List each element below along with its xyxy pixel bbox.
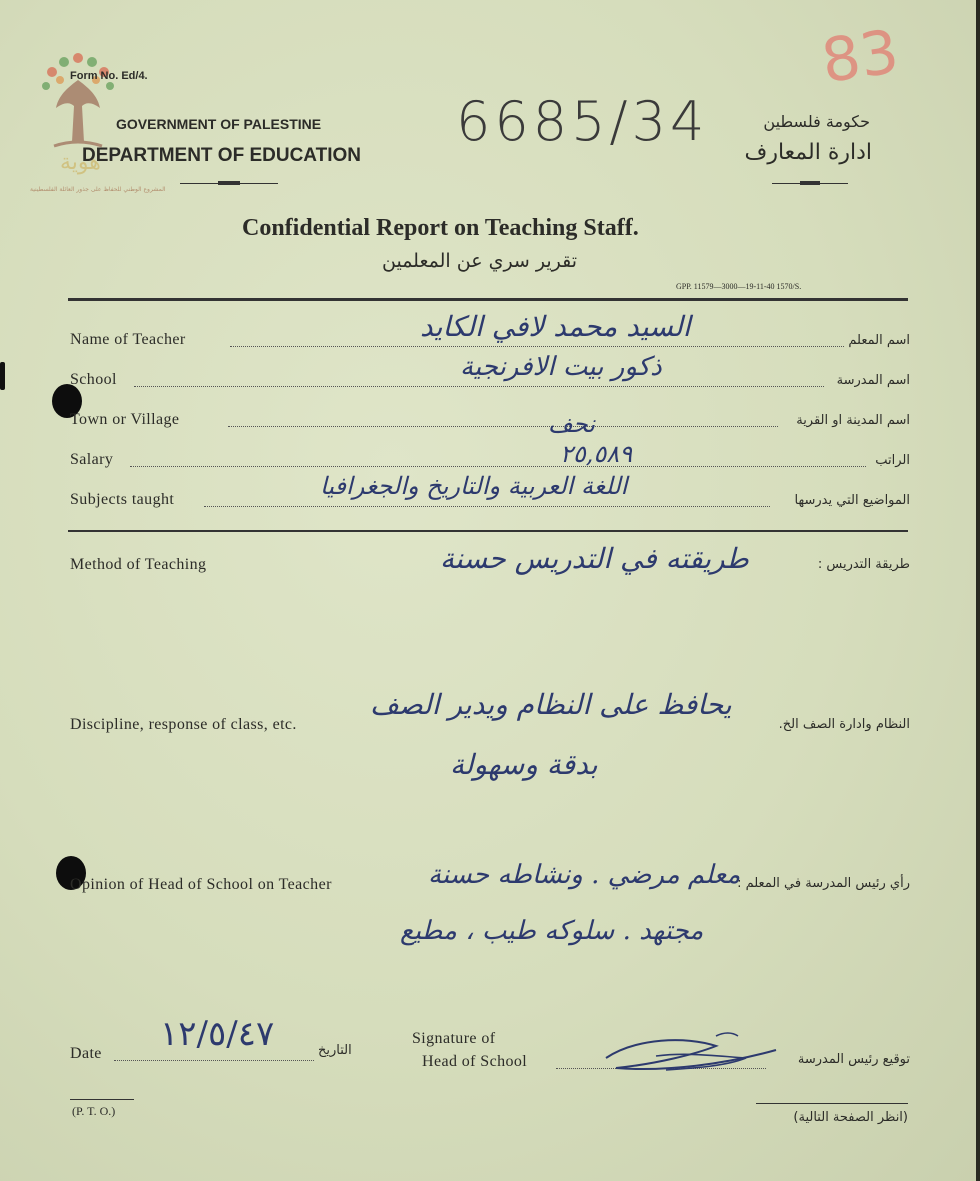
print-code: GPP. 11579—3000—19-11-40 1570/S.	[676, 282, 802, 291]
discipline-label-ar: النظام وادارة الصف الخ.	[778, 717, 910, 732]
method-value: طريقته في التدريس حسنة	[440, 542, 749, 575]
field-dots	[130, 466, 866, 467]
field-label-en: Subjects taught	[70, 491, 175, 508]
watermark-title: هوية	[60, 150, 101, 175]
date-dots	[114, 1060, 314, 1061]
field-value: نحف	[548, 410, 596, 438]
opinion-label-en: Opinion of Head of School on Teacher	[70, 876, 332, 893]
field-label-ar: المواضيع التي يدرسها	[794, 493, 910, 508]
main-rule-bottom	[68, 530, 908, 532]
department-ar: ادارة المعارف	[744, 140, 872, 165]
form-number: Form No. Ed/4.	[70, 70, 148, 82]
pto-en-rule	[70, 1099, 134, 1100]
field-label-en: Name of Teacher	[70, 331, 186, 348]
pto-en: (P. T. O.)	[72, 1104, 116, 1118]
field-value: اللغة العربية والتاريخ والجغرافيا	[320, 472, 628, 500]
field-label-ar: اسم المدينة او القرية	[796, 413, 910, 428]
edge-mark	[0, 362, 5, 390]
file-number: 6685/34	[456, 90, 709, 153]
date-value: ١٢/٥/٤٧	[160, 1014, 275, 1054]
report-title-en: Confidential Report on Teaching Staff.	[242, 215, 639, 241]
field-dots	[228, 426, 778, 427]
pto-ar: (انظر الصفحة التالية)	[793, 1110, 908, 1125]
pto-ar-rule	[756, 1103, 908, 1104]
government-ar: حكومة فلسطين	[763, 112, 870, 131]
opinion-label-ar: رأي رئيس المدرسة في المعلم :	[737, 876, 910, 891]
report-title-ar: تقرير سري عن المعلمين	[382, 250, 578, 272]
field-value: ذكور بيت الافرنجية	[460, 352, 662, 382]
discipline-value-line1: يحافظ على النظام ويدير الصف	[370, 688, 732, 721]
field-dots	[204, 506, 770, 507]
opinion-value-line2: مجتهد . سلوكه طيب ، مطيع	[400, 916, 704, 946]
header-rule-right-dash	[800, 181, 820, 185]
discipline-label-en: Discipline, response of class, etc.	[70, 716, 297, 733]
field-label-en: Salary	[70, 451, 114, 468]
field-label-ar: الراتب	[875, 453, 910, 468]
government-en: GOVERNMENT OF PALESTINE	[116, 116, 322, 132]
watermark-subtitle: المشروع الوطني للحفاظ على جذور العائلة الفلسطينية	[30, 186, 166, 193]
signature-label-en-2: Head of School	[422, 1053, 528, 1070]
field-value: السيد محمد لافي الكايد	[420, 310, 691, 343]
field-label-en: Town or Village	[70, 411, 180, 428]
field-dots	[230, 346, 844, 347]
main-rule-top	[68, 298, 908, 301]
method-label-en: Method of Teaching	[70, 556, 207, 573]
discipline-value-line2: بدقة وسهولة	[450, 748, 598, 781]
signature-label-ar: توقيع رئيس المدرسة	[797, 1052, 910, 1067]
department-en: DEPARTMENT OF EDUCATION	[82, 145, 362, 166]
field-label-ar: اسم المدرسة	[836, 373, 910, 388]
opinion-value-line1: معلم مرضي . ونشاطه حسنة	[428, 860, 741, 890]
signature-label-en-1: Signature of	[412, 1030, 496, 1047]
method-label-ar: طريقة التدريس :	[817, 557, 910, 572]
date-label-ar: التاريخ	[318, 1043, 352, 1058]
header-rule-left-dash	[218, 181, 240, 185]
field-value: ٢٥,٥٨٩	[560, 440, 633, 468]
scan-edge	[976, 0, 980, 1181]
field-label-en: School	[70, 371, 117, 388]
field-dots	[134, 386, 824, 387]
handwritten-signature	[596, 1028, 796, 1078]
date-label-en: Date	[70, 1045, 102, 1062]
field-label-ar: اسم المعلم	[848, 333, 910, 348]
red-page-number: 83	[817, 17, 903, 97]
